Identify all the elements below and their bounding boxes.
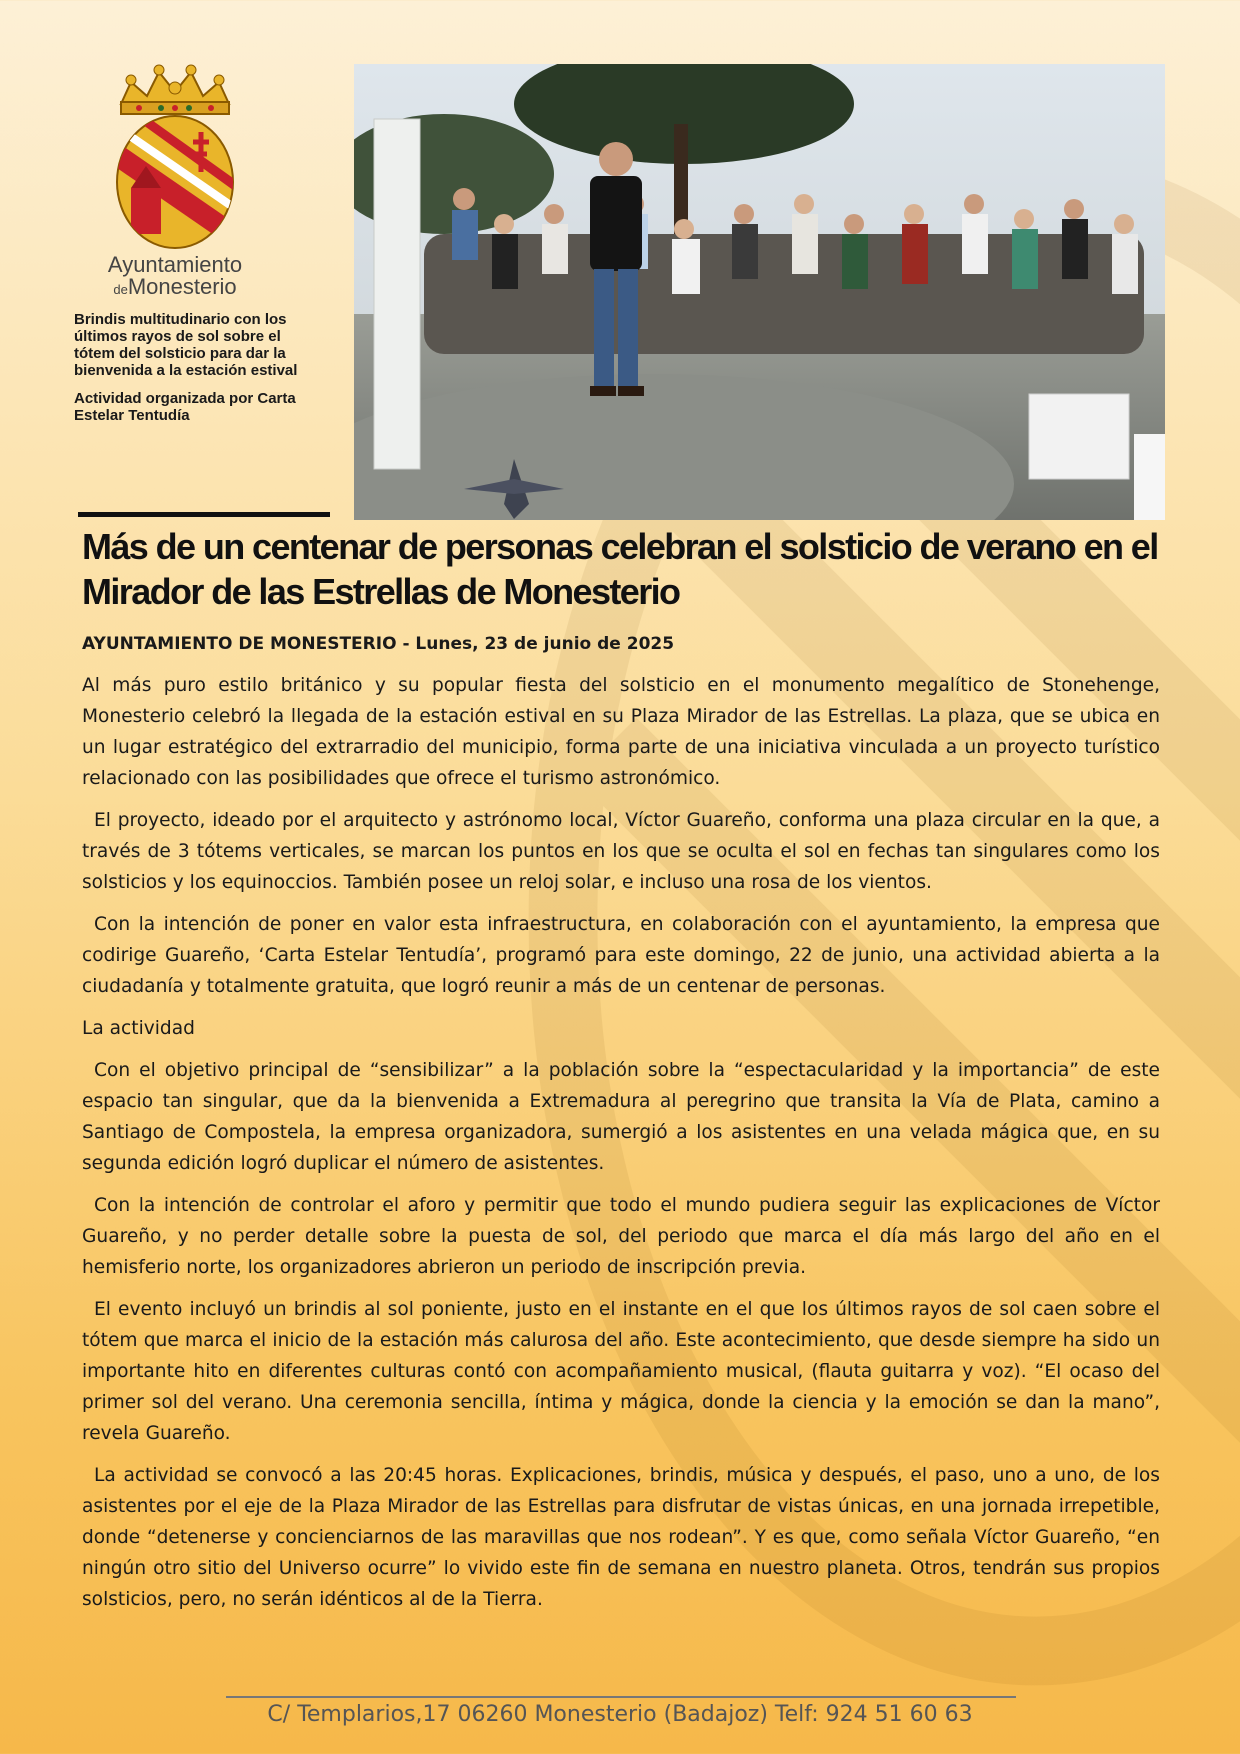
municipal-logo [100,62,250,301]
article-paragraph: Con la intención de controlar el aforo y permitir que todo el mundo pudiera seguir las explicaciones de Víctor Guareño, y no perder detalle sobre la puesta de sol, del periodo que marca el día más largo del año en el hemisferio norte, los organizadores abrieron un periodo de inscripción previa. [82,1195,1160,1278]
sidebar-note-2: Actividad organizada por Carta Estelar Tentudía [74,390,296,424]
article-body [82,670,1160,1626]
sidebar-notes [74,311,324,435]
article-paragraph: La actividad se convocó a las 20:45 horas. Explicaciones, brindis, música y después, el paso, uno a uno, de los asistentes por el eje de la Plaza Mirador de las Estrellas para disfrutar de vistas únicas, en una jornada irrepetible, donde “detenerse y concienciarnos de las maravillas que nos rodean”. Y es que, como señala Víctor Guareño, “en ningún otro sitio del Universo ocurre” lo vivido este fin de semana en nuestro planeta. Otros, tendrán sus propios solsticios, pero, no serán idénticos al de la Tierra. [82,1465,1160,1610]
sidebar-note-1: Brindis multitudinario con los últimos rayos de sol sobre el tótem del solsticio para dar la bienvenida a la estación estival [74,311,298,379]
footer-address: C/ Templarios,17 06260 Monesterio (Badajoz) Telf: 924 51 60 63 [267,1702,973,1727]
article-paragraph: Con la intención de poner en valor esta infraestructura, en colaboración con el ayuntamiento, la empresa que codirige Guareño, ‘Carta Estelar Tentudía’, programó para este domingo, 22 de junio, una actividad abierta a la ciudadanía y totalmente gratuita, que logró reunir a más de un centenar de personas. [82,914,1160,997]
solstice-event-photo-icon [354,64,1165,520]
coat-of-arms-icon [109,62,241,252]
article-headline: Más de un centenar de personas celebran el solsticio de verano en el Mirador de las Estrellas de Monesterio [82,526,1158,612]
article-paragraph: El evento incluyó un brindis al sol poniente, justo en el instante en el que los últimos rayos de sol caen sobre el tótem que marca el inicio de la estación más calurosa del año. Este acontecimiento, que desde siempre ha sido un importante hito en diferentes culturas contó con acompañamiento musical, (flauta guitarra y voz). “El ocaso del primer sol del verano. Una ceremonia sencilla, íntima y mágica, donde la ciencia y la emoción se dan la mano”, revela Guareño. [82,1299,1160,1444]
footer-rule [226,1696,1016,1698]
article-paragraph: El proyecto, ideado por el arquitecto y astrónomo local, Víctor Guareño, conforma una plaza circular en la que, a través de 3 tótems verticales, se marcan los puntos en los que se oculta el sol en fechas tan singulares como los solsticios y los equinoccios. También posee un reloj solar, e incluso una rosa de los vientos. [82,810,1160,893]
article-paragraph: Con el objetivo principal de “sensibilizar” a la población sobre la “espectacularidad y la importancia” de este espacio tan singular, que da la bienvenida a Extremadura al peregrino que transita la Vía de Plata, camino a Santiago de Compostela, la empresa organizadora, sumergió a los asistentes en una velada mágica que, en su segunda edición logró duplicar el número de asistentes. [82,1060,1160,1174]
logo-text-ayuntamiento: Ayuntamiento [107,252,243,277]
title-rule [78,512,330,517]
article-paragraph: Al más puro estilo británico y su popular fiesta del solsticio en el monumento megalítico de Stonehenge, Monesterio celebró la llegada de la estación estival en su Plaza Mirador de las Estrellas. La plaza, que se ubica en un lugar estratégico del extrarradio del municipio, forma parte de una iniciativa vinculada a un proyecto turístico relacionado con las posibilidades que ofrece el turismo astronómico. [82,675,1160,789]
article-subheading: La actividad [82,1018,195,1039]
article-byline: AYUNTAMIENTO DE MONESTERIO - Lunes, 23 de junio de 2025 [82,634,675,654]
logo-text-name: Monesterio [127,274,237,299]
logo-text-de: de [113,282,128,297]
logo-text-monesterio [100,276,250,301]
event-photo [354,64,1165,520]
